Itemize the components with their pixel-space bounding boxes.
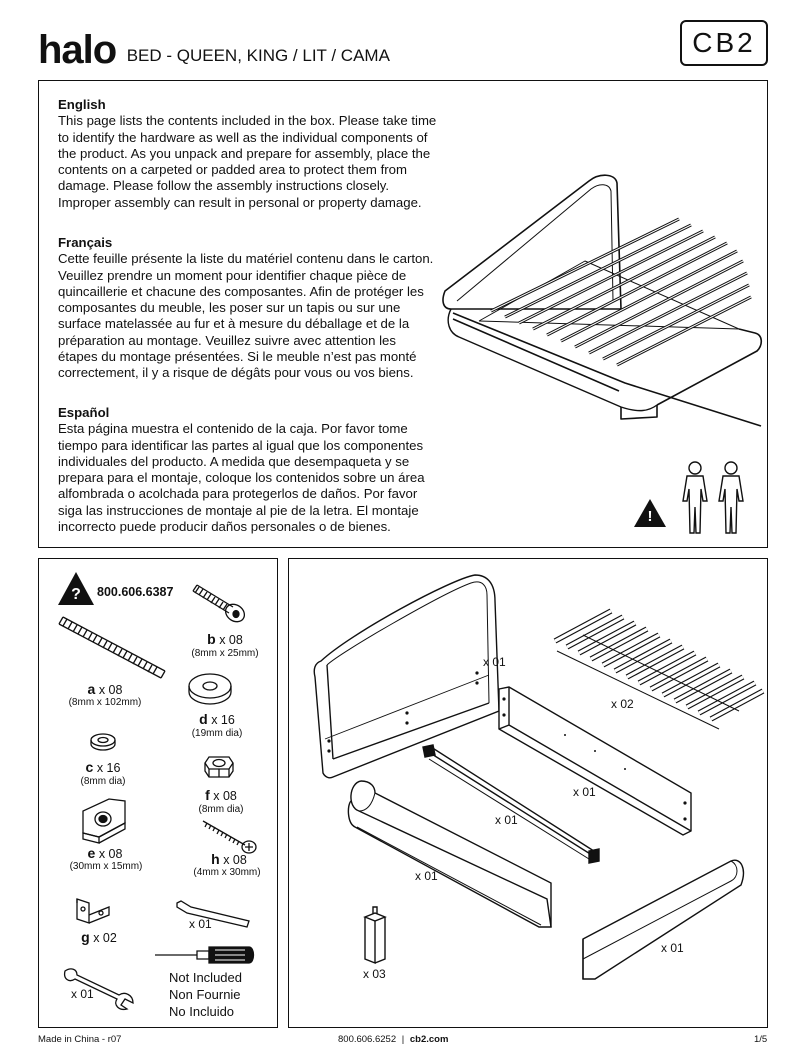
- not-included-es: No Incluido: [169, 1004, 235, 1019]
- side-rail-qty: x 01: [573, 785, 596, 799]
- hardware-b-size: (8mm x 25mm): [191, 648, 259, 659]
- washer-d-icon: [187, 671, 233, 707]
- footer-website: cb2.com: [409, 1034, 449, 1045]
- slats-qty: x 02: [611, 697, 634, 711]
- hardware-d-letter: d: [199, 711, 208, 727]
- hardware-c-qty: x 16: [93, 761, 121, 775]
- wrench-qty: x 01: [71, 987, 94, 1001]
- footer-contact: [338, 1034, 448, 1045]
- hardware-b-letter: b: [207, 631, 216, 647]
- bolt-b-icon: [191, 581, 251, 625]
- french-heading: Français: [58, 235, 113, 250]
- title-row: [38, 30, 390, 74]
- warning-symbol: !: [647, 508, 653, 525]
- footer-separator: |: [401, 1034, 405, 1045]
- hardware-b-qty: x 08: [215, 633, 243, 647]
- product-name: halo: [38, 28, 117, 72]
- intro-panel: [38, 80, 768, 548]
- hardware-g-qty: x 02: [89, 931, 117, 945]
- foot-rail-qty: x 01: [661, 941, 684, 955]
- english-heading: English: [58, 97, 106, 112]
- help-phone: 800.606.6387: [97, 585, 174, 599]
- allen-key-qty: x 01: [189, 917, 212, 931]
- foot-rail-icon: [581, 855, 749, 983]
- hardware-e-qty: x 08: [95, 847, 123, 861]
- two-person-icon: [679, 459, 751, 535]
- not-included-fr: Non Fournie: [169, 987, 241, 1002]
- nut-f-icon: [203, 753, 235, 783]
- hardware-f-size: (8mm dia): [198, 804, 244, 815]
- hardware-c-size: (8mm dia): [80, 776, 126, 787]
- hardware-g-label: [67, 929, 131, 945]
- footer-made-in: Made in China - r07: [38, 1034, 122, 1045]
- hardware-panel: [38, 558, 278, 1028]
- screwdriver-icon: [153, 943, 257, 969]
- legs-qty: x 03: [363, 967, 386, 981]
- hardware-a-label: [69, 681, 141, 697]
- hardware-c-letter: c: [85, 759, 94, 775]
- not-included-en: Not Included: [169, 970, 242, 985]
- hardware-a-letter: a: [87, 681, 96, 697]
- hardware-d-size: (19mm dia): [191, 728, 243, 739]
- hardware-d-qty: x 16: [207, 713, 235, 727]
- screw-h-icon: [201, 819, 259, 855]
- french-section: [58, 235, 438, 382]
- product-subtitle: BED - QUEEN, KING / LIT / CAMA: [126, 46, 390, 65]
- spanish-section: [58, 405, 438, 535]
- parts-panel: [288, 558, 768, 1028]
- hardware-e-label: [73, 845, 137, 861]
- bracket-e-icon: [79, 797, 129, 845]
- leg-icon: [361, 905, 391, 965]
- hardware-f-label: [185, 787, 257, 803]
- hardware-f-letter: f: [205, 787, 210, 803]
- hardware-h-letter: h: [211, 851, 220, 867]
- assembled-bed-illustration: [439, 161, 769, 421]
- hardware-g-letter: g: [81, 929, 90, 945]
- spanish-body: Esta página muestra el contenido de la caja. Por favor tome tiempo para identificar las partes al igual que los componentes individuales del producto. A medida que desempaqueta y se prepara para el montaje, coloque los contenidos sobre un área alfombrada o acolchada para protegerlos de daños. Por favor siga las instrucciones de montaje al pie de la letra. El montaje incorrecto puede producir daños personales o de bienes.: [58, 421, 425, 535]
- footer-page-number: 1/5: [754, 1034, 768, 1045]
- english-body: This page lists the contents included in the box. Please take time to identify the hardware as well as the individual components of the product. As you unpack and prepare for assembly, place the contents on a carpeted or padded area to protect them from damage. Please follow the assembly instructions closely. Improper assembly can result in personal or property damage.: [58, 113, 437, 210]
- hardware-h-qty: x 08: [219, 853, 247, 867]
- threaded-rod-a-icon: [57, 615, 169, 681]
- english-section: [58, 97, 438, 211]
- footer-phone: 800.606.6252: [338, 1034, 397, 1045]
- french-body: Cette feuille présente la liste du matériel contenu dans le carton. Veuillez prendre un moment pour identifier chaque pièce de quincaillerie et chacune des composantes. Afin de protéger les composantes du meuble, les poser sur un tapis ou sur une surface matelassée au fur et à mesure du déballage et de la préparation au montage. Veuillez suivre avec attention les étapes du montage présentées. Si le meuble n’est pas monté correctement, il y a risque de dégâts pour vous ou vos biens.: [58, 251, 434, 381]
- hardware-h-label: [193, 851, 265, 867]
- not-included-note: [169, 969, 242, 1020]
- hardware-a-size: (8mm x 102mm): [68, 697, 142, 708]
- left-rail-qty: x 01: [415, 869, 438, 883]
- hardware-f-qty: x 08: [209, 789, 237, 803]
- hardware-a-qty: x 08: [95, 683, 123, 697]
- headboard-qty: x 01: [483, 655, 506, 669]
- allen-key-icon: [175, 899, 255, 933]
- help-symbol: ?: [71, 586, 81, 603]
- lock-washer-c-icon: [89, 731, 117, 753]
- hardware-h-size: (4mm x 30mm): [193, 867, 261, 878]
- hardware-b-label: [189, 631, 261, 647]
- hardware-e-letter: e: [87, 845, 96, 861]
- hardware-d-label: [181, 711, 253, 727]
- angle-bracket-g-icon: [73, 895, 113, 929]
- spanish-heading: Español: [58, 405, 110, 420]
- brand-logo: CB2: [680, 20, 768, 66]
- center-rail-qty: x 01: [495, 813, 518, 827]
- hardware-e-size: (30mm x 15mm): [69, 861, 143, 872]
- hardware-c-label: [71, 759, 135, 775]
